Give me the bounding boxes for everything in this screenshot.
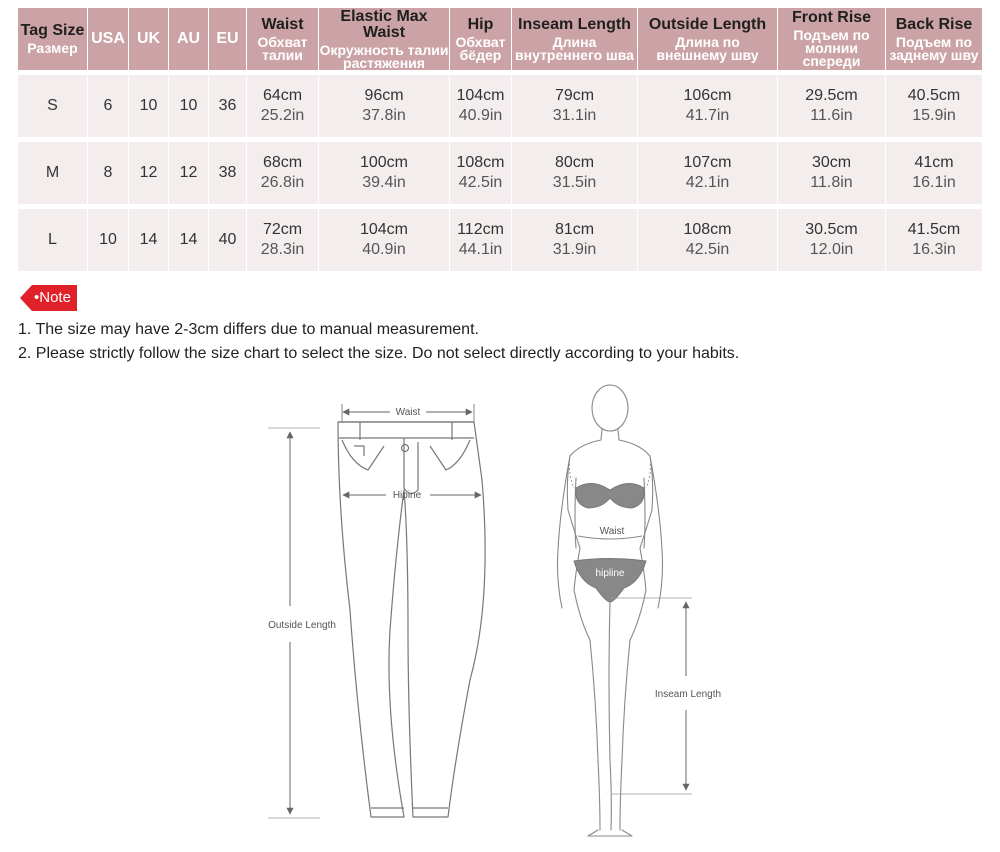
col-header-en: USA xyxy=(91,30,125,47)
cell-elastic-max-waist xyxy=(319,70,450,137)
value-cm: 68cm xyxy=(262,154,303,171)
col-header-eu xyxy=(209,8,247,70)
cell-hip xyxy=(450,204,512,271)
value-in: 39.4in xyxy=(362,174,406,191)
col-header-waist xyxy=(247,8,319,70)
col-header-ru: Обхват талии xyxy=(257,33,308,63)
cell-waist xyxy=(247,137,319,204)
body-inseam-label: Inseam Length xyxy=(654,689,722,700)
value-cm: 100cm xyxy=(359,154,409,171)
pants-illustration xyxy=(338,422,485,817)
col-header-ru: Размер xyxy=(27,40,78,56)
value-cm: 41.5cm xyxy=(907,221,961,238)
body-waist-label: Waist xyxy=(599,526,625,537)
cell-elastic-max-waist xyxy=(319,137,450,204)
pants-hipline-label: Hipine xyxy=(392,490,422,501)
table-row xyxy=(18,204,982,271)
cell-elastic-max-waist xyxy=(319,204,450,271)
col-header-en: Back Rise xyxy=(895,15,973,33)
col-header-inseam-length xyxy=(512,8,638,70)
value-in: 31.9in xyxy=(552,241,597,258)
col-header-en: Hip xyxy=(467,15,494,33)
col-header-en: UK xyxy=(136,30,161,47)
col-header-front-rise xyxy=(778,8,886,70)
cell-usa: 8 xyxy=(88,137,129,204)
panties-shape xyxy=(574,559,646,603)
col-header-ru: Подъем по молнии спереди xyxy=(793,27,870,69)
value-cm: 108cm xyxy=(456,154,505,171)
cell-tag-size: M xyxy=(18,137,88,204)
cell-usa: 10 xyxy=(88,204,129,271)
value-cm: 81cm xyxy=(554,221,595,238)
cell-waist xyxy=(247,204,319,271)
value-in: 41.7in xyxy=(685,107,730,124)
cell-au: 14 xyxy=(169,204,209,271)
cell-inseam-length xyxy=(512,137,638,204)
cell-waist xyxy=(247,70,319,137)
note-line-2: 2. Please strictly follow the size chart to select the size. Do not select directly according to your habits. xyxy=(18,345,740,362)
note-arrow-icon xyxy=(20,285,32,311)
value-in: 40.9in xyxy=(458,107,503,124)
col-header-elastic-max-waist xyxy=(319,8,450,70)
body-figure xyxy=(558,385,663,836)
cell-front-rise xyxy=(778,137,886,204)
col-header-en: Waist xyxy=(261,15,304,33)
col-header-hip xyxy=(450,8,512,70)
value-cm: 72cm xyxy=(262,221,303,238)
bra-shape xyxy=(576,483,645,508)
col-header-outside-length xyxy=(638,8,778,70)
col-header-ru: Длина по внешнему шву xyxy=(656,33,759,63)
pants-waist-label: Waist xyxy=(395,407,421,418)
col-header-au xyxy=(169,8,209,70)
size-table xyxy=(18,8,982,271)
body-hipline-label: hipline xyxy=(595,568,625,579)
cell-back-rise xyxy=(886,70,982,137)
value-in: 26.8in xyxy=(260,174,305,191)
cell-inseam-length xyxy=(512,204,638,271)
cell-uk: 14 xyxy=(129,204,169,271)
col-header-ru: Длина внутреннего шва xyxy=(515,33,634,63)
value-in: 31.1in xyxy=(552,107,597,124)
value-cm: 104cm xyxy=(359,221,409,238)
value-in: 16.1in xyxy=(912,174,956,191)
value-cm: 107cm xyxy=(683,154,732,171)
cell-back-rise xyxy=(886,137,982,204)
cell-eu: 40 xyxy=(209,204,247,271)
col-header-uk xyxy=(129,8,169,70)
col-header-en: Inseam Length xyxy=(518,15,631,33)
value-in: 37.8in xyxy=(362,107,406,124)
value-cm: 96cm xyxy=(364,87,404,104)
col-header-ru: Окружность талии растяжения xyxy=(319,41,449,71)
col-header-en: Outside Length xyxy=(648,15,767,33)
table-row xyxy=(18,137,982,204)
col-header-en: EU xyxy=(216,30,239,47)
pants-outside-label: Outside Length xyxy=(268,620,336,631)
cell-outside-length xyxy=(638,137,778,204)
col-header-en: Front Rise xyxy=(791,9,872,26)
value-cm: 29.5cm xyxy=(805,87,858,104)
cell-hip xyxy=(450,70,512,137)
value-in: 16.3in xyxy=(912,241,956,258)
col-header-back-rise xyxy=(886,8,982,70)
value-in: 11.6in xyxy=(810,107,853,124)
col-header-usa xyxy=(88,8,129,70)
col-header-en: Elastic Max Waist xyxy=(340,7,428,41)
value-in: 42.1in xyxy=(685,174,730,191)
col-header-en: Tag Size xyxy=(20,22,85,39)
value-cm: 80cm xyxy=(554,154,595,171)
value-cm: 104cm xyxy=(456,87,505,104)
cell-outside-length xyxy=(638,70,778,137)
value-cm: 30.5cm xyxy=(805,221,858,238)
note-badge xyxy=(20,285,77,311)
col-header-tag-size xyxy=(18,8,88,70)
cell-front-rise xyxy=(778,70,886,137)
value-in: 40.9in xyxy=(362,241,406,258)
col-header-ru: Обхват бёдер xyxy=(455,33,506,63)
note-line-1: 1. The size may have 2-3cm differs due to manual measurement. xyxy=(18,321,479,338)
value-cm: 106cm xyxy=(683,87,732,104)
value-cm: 64cm xyxy=(262,87,303,104)
value-cm: 41cm xyxy=(914,154,954,171)
value-in: 15.9in xyxy=(912,107,956,124)
cell-au: 10 xyxy=(169,70,209,137)
cell-eu: 36 xyxy=(209,70,247,137)
value-in: 42.5in xyxy=(685,241,730,258)
col-header-ru: Подъем по заднему шву xyxy=(889,33,979,63)
value-in: 12.0in xyxy=(809,241,854,258)
cell-tag-size: S xyxy=(18,70,88,137)
value-cm: 79cm xyxy=(554,87,595,104)
value-in: 44.1in xyxy=(458,241,503,258)
cell-hip xyxy=(450,137,512,204)
value-in: 11.8in xyxy=(810,174,853,191)
cell-back-rise xyxy=(886,204,982,271)
value-in: 25.2in xyxy=(260,107,305,124)
value-cm: 108cm xyxy=(683,221,732,238)
value-cm: 30cm xyxy=(811,154,852,171)
cell-inseam-length xyxy=(512,70,638,137)
cell-uk: 10 xyxy=(129,70,169,137)
cell-front-rise xyxy=(778,204,886,271)
value-cm: 40.5cm xyxy=(907,87,961,104)
cell-uk: 12 xyxy=(129,137,169,204)
value-in: 42.5in xyxy=(458,174,503,191)
cell-usa: 6 xyxy=(88,70,129,137)
col-header-en: AU xyxy=(176,30,201,47)
value-cm: 112cm xyxy=(457,221,504,238)
cell-au: 12 xyxy=(169,137,209,204)
cell-tag-size: L xyxy=(18,204,88,271)
cell-outside-length xyxy=(638,204,778,271)
cell-eu: 38 xyxy=(209,137,247,204)
note-label: •Note xyxy=(32,285,77,311)
table-header-row xyxy=(18,8,982,70)
measurement-diagram xyxy=(0,380,1000,852)
value-in: 28.3in xyxy=(260,241,305,258)
value-in: 31.5in xyxy=(552,174,597,191)
table-row xyxy=(18,70,982,137)
